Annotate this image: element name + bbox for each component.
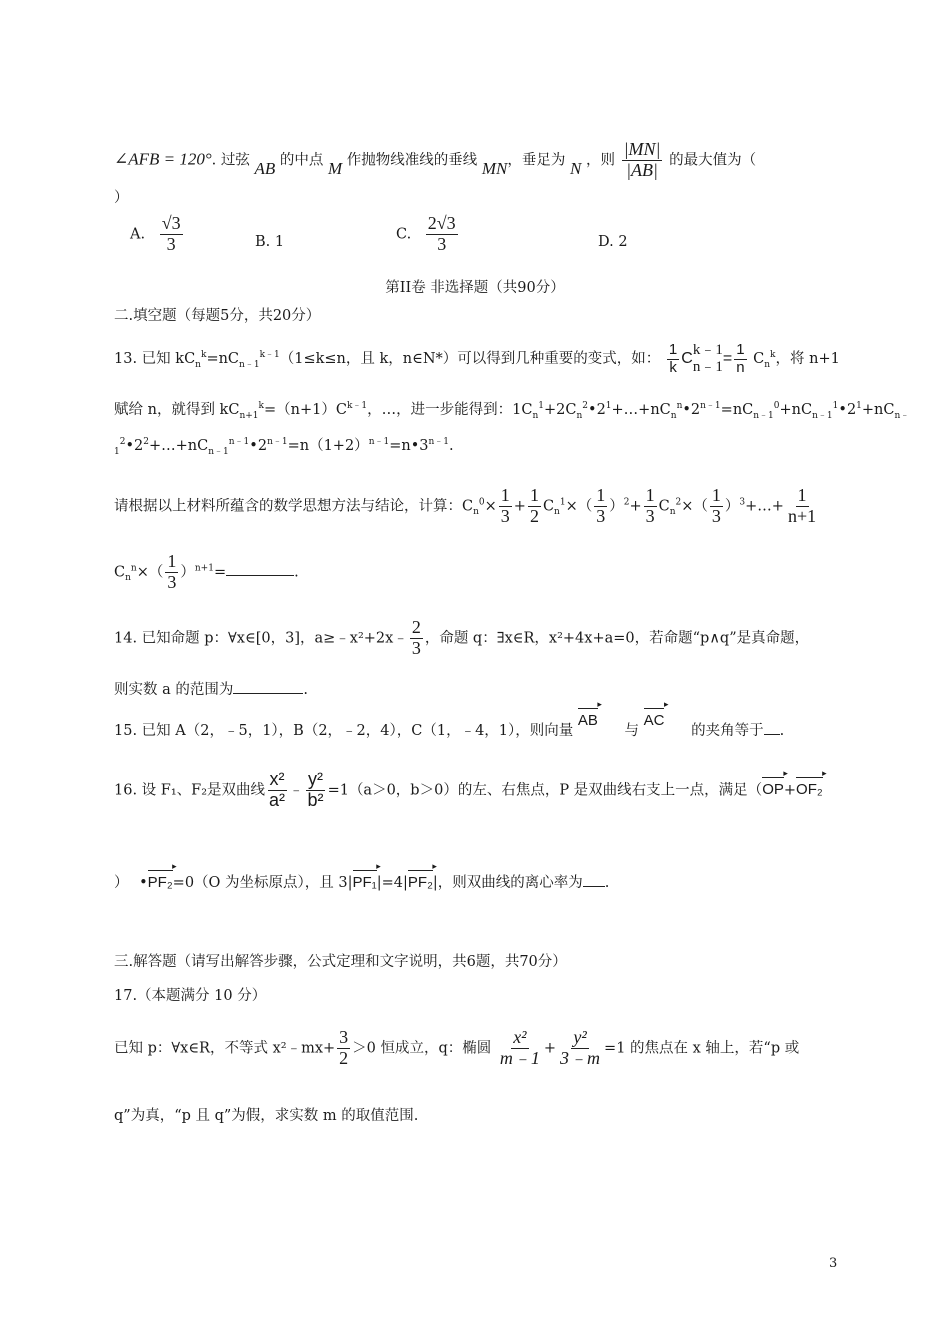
section2-heading: 二.填空题（每题5分，共20分） (114, 308, 321, 324)
vector-ac: AC ▸ (644, 706, 665, 729)
q12-line: ∠AFB = 120°. 过弦 AB 的中点 M 作抛物线准线的垂线 MN，垂足为 N ，则 $\frac{|MN|}{|AB|}$ 的最大值为（ (114, 139, 757, 180)
vector-of2: OF₂ ▸ (796, 775, 823, 798)
vector-op: OP ▸ (762, 775, 784, 798)
answer-blank-16 (583, 886, 605, 887)
angle-expression: ∠AFB = 120° (114, 149, 212, 169)
option-a: A. $\frac{√3}{3}$ (130, 213, 181, 254)
option-d: D. 2 (598, 234, 628, 250)
vector-pf1: PF₁ ▸ (353, 868, 377, 891)
q13-line2: 赋给 n，就得到 $kC_{n+1}^k=(n+1)C^{k﹣1}$，…，进一步能得到：$1C_n^1+2C_n^2•2^1+\dots+nC_n^n•2^{n﹣1}=nC_{n﹣1}^0+nC_{n﹣1}^1•2^1+nC_{n﹣}$ (114, 401, 910, 421)
vector-pf2-second: PF₂ ▸ (408, 868, 433, 891)
q15-line: 15. 已知 A（2，﹣5，1），B（2，﹣2，4），C（1，﹣4，1），则向量 AB ▸ 与 AC ▸ 的夹角等于 . (114, 716, 784, 740)
answer-blank-13 (226, 575, 294, 576)
q17-title: 17.（本题满分 10 分） (114, 988, 267, 1004)
q12-close-paren: ） (114, 190, 129, 206)
q16-line2: ） •PF₂ ▸=0（O 为坐标原点），且 3|PF₁ ▸|=4|PF₂ ▸|，则双曲线的离心率为 . (114, 868, 609, 892)
page-number: 3 (829, 1256, 838, 1271)
q13-line5: $C_n^n\times$（ $\frac{1}{3}$ ）$^{n+1}$= . (114, 551, 299, 592)
option-b: B. 1 (255, 234, 285, 250)
option-c: C. $\frac{2√3}{3}$ (396, 213, 456, 254)
answer-blank-15 (764, 734, 780, 735)
q13-line3: $_1^2•2^2+\dots+nC_{n﹣1}^{n﹣1}•2^{n﹣1}=n(1+2)^{n﹣1}=n•3^{n﹣1}$. (114, 437, 454, 457)
q17-line1: 已知 p：∀x∈R，不等式 x²﹣mx+ $\frac{3}{2}$ ＞0 恒成立，q：椭圆 $\frac{\text{x²}}{m﹣1}$ + $\frac{\text{y²}}{3﹣m}$ =1 的焦点在 x 轴上，若“p 或 (114, 1027, 800, 1068)
part2-title: 第II卷 非选择题（共90分） (385, 280, 565, 296)
q16-line1: 16. 设 F₁、F₂是双曲线 $\frac{\text{x²}}{\text{a²}}$ ﹣ $\frac{\text{y²}}{\text{b²}}$ =1（a＞0，b＞0）的左、右焦点，P 是双曲线右支上一点，满足（OP ▸+OF₂ ▸ (114, 770, 823, 811)
q17-line2: q”为真，“p 且 q”为假，求实数 m 的取值范围. (114, 1108, 419, 1124)
q14-line1: 14. 已知命题 p：∀x∈[0，3]，a≥﹣x²+2x﹣ $\frac{2}{3}$ ，命题 q：∃x∈R，x²+4x+a=0，若命题“p∧q”是真命题， (114, 617, 810, 658)
section3-heading: 三.解答题（请写出解答步骤，公式定理和文字说明，共6题，共70分） (114, 954, 567, 970)
q13-line4: 请根据以上材料所蕴含的数学思想方法与结论，计算：$C_n^0\times$ $\frac{1}{3}$ + $\frac{1}{2}$ $C_n^1\times$（ $\frac{1}{3}$ ）$^2$+ $\frac{1}{3}$ $C_n^2\times$（ $\frac{1}{3}$ ）$^3$+…+ $\frac{1}{n+1}$ (114, 485, 817, 526)
answer-blank-14 (233, 693, 303, 694)
q14-line2: 则实数 a 的范围为 . (114, 682, 308, 698)
ratio-fraction: $\frac{|MN|}{|AB|}$ (623, 139, 661, 180)
q13-line1: 13. 已知 $kC_n^k=nC_{n﹣1}^{k﹣1}(1\le k\le n$，且 k，n∈N*）可以得到几种重要的变式，如： $\frac{1}{k}$ C k﹣1 n﹣1 = $\frac{1}{n}$ $C_n^k$，将 n+1 (114, 341, 840, 376)
vector-pf2: PF₂ ▸ (148, 868, 173, 891)
vector-ab: AB ▸ (578, 706, 598, 729)
